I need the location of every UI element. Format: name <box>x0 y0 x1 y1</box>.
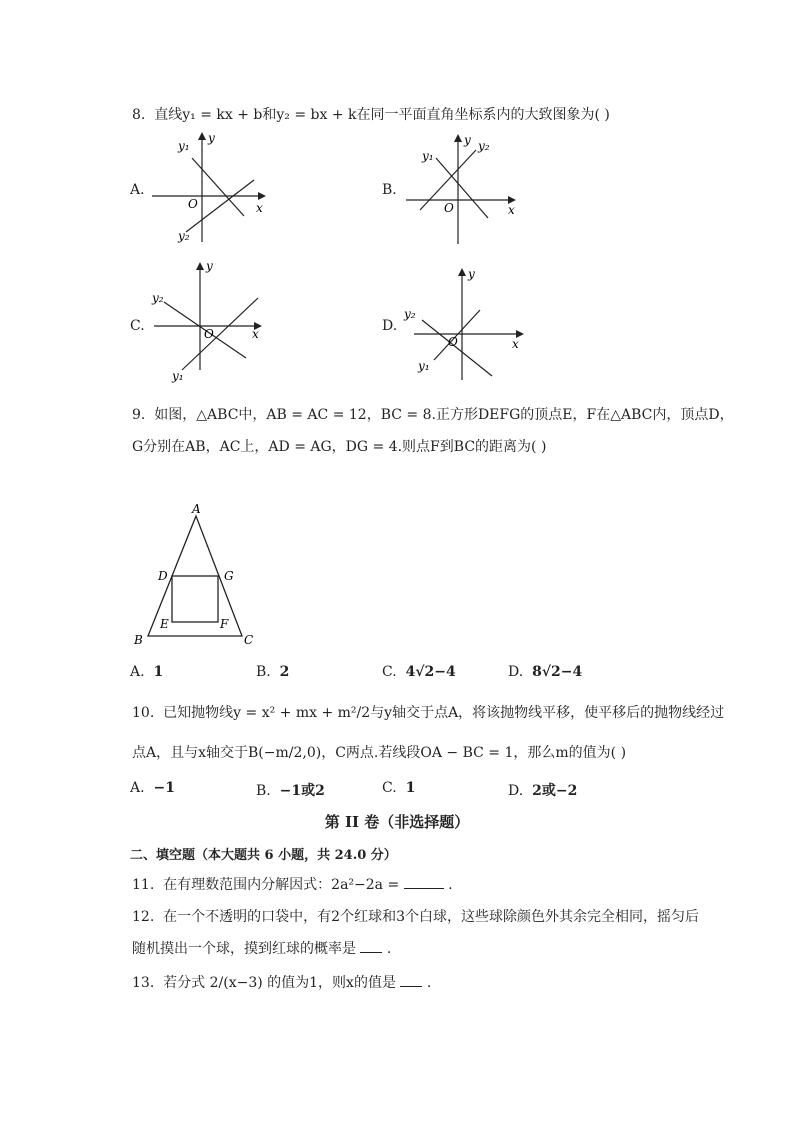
q9-stem-line1 <box>132 404 734 424</box>
q10-option-c <box>382 780 415 796</box>
q9-option-a-label: A. <box>130 664 145 680</box>
q10-option-d-value: 2或−2 <box>532 783 578 799</box>
q10-stem-line1 <box>132 702 724 722</box>
q12-end: . <box>386 941 392 957</box>
q10-option-c-label: C. <box>382 780 397 796</box>
q8-graph-a <box>148 128 278 246</box>
q9-label-c: C <box>244 633 254 647</box>
q8-a-x-label: x <box>256 201 263 215</box>
q8-c-y2-label: y₂ <box>152 291 164 305</box>
q8-graph-d <box>400 264 532 386</box>
q10-option-a-label: A. <box>130 780 145 796</box>
q8-a-y1-label: y₁ <box>178 139 190 153</box>
q8-c-y-label: y <box>206 259 213 273</box>
q10-option-b-label: B. <box>256 783 271 799</box>
q12-text-2: 随机摸出一个球，摸到红球的概率是 <box>132 941 356 957</box>
q10-text-1: 已知抛物线y = x² + mx + m²/2与y轴交于点A，将该抛物线平移，使平移后的抛物线经过 <box>163 705 725 721</box>
q10-option-a-value: −1 <box>153 780 175 796</box>
q8-graph-b <box>402 130 532 248</box>
q11-number: 11. <box>132 877 155 893</box>
q8-a-y-label: y <box>208 131 215 145</box>
q8-d-y1-label: y₁ <box>418 359 430 373</box>
q9-label-a: A <box>192 502 201 516</box>
q8-option-c-label: C. <box>130 318 145 334</box>
q8-b-y-label: y <box>464 133 471 147</box>
q8-option-d-label: D. <box>382 318 398 334</box>
q8-b-x-label: x <box>508 203 515 217</box>
q9-option-b-value: 2 <box>279 664 290 680</box>
q8-d-y-label: y <box>468 267 475 281</box>
q12-stem-line1 <box>132 906 699 926</box>
q9-option-d <box>508 664 582 680</box>
q8-graph-c <box>148 258 278 386</box>
q8-d-x-label: x <box>512 337 519 351</box>
q8-option-b-label: B. <box>382 182 397 198</box>
q10-option-d-label: D. <box>508 783 524 799</box>
q11-answer-blank[interactable] <box>404 888 444 889</box>
q9-option-d-label: D. <box>508 664 524 680</box>
q9-option-b <box>256 664 289 680</box>
q8-b-y2-label: y₂ <box>478 139 490 153</box>
q12-stem-line2 <box>132 938 391 958</box>
section2-header: 二、填空题（本大题共 6 小题，共 24.0 分） <box>130 848 397 863</box>
q8-c-line-y1 <box>182 298 258 370</box>
q10-option-b <box>256 780 325 800</box>
q13-answer-blank[interactable] <box>400 986 422 987</box>
q9-option-a <box>130 664 163 680</box>
q9-stem-line2: G分别在AB，AC上，AD = AG，DG = 4.则点F到BC的距离为( ) <box>132 439 547 455</box>
q8-number: 8. <box>132 107 146 123</box>
q8-b-origin: O <box>444 201 454 215</box>
q13-number: 13. <box>132 975 155 991</box>
q11-text: 在有理数范围内分解因式：2a²−2a = <box>163 877 400 893</box>
q8-option-a-label: A. <box>130 182 145 198</box>
q8-a-y2-label: y₂ <box>178 229 190 243</box>
q9-option-c <box>382 664 456 680</box>
q9-option-a-value: 1 <box>153 664 164 680</box>
q9-option-c-label: C. <box>382 664 397 680</box>
q9-label-e: E <box>160 617 169 631</box>
q9-option-b-label: B. <box>256 664 271 680</box>
q8-c-origin: O <box>204 327 214 341</box>
q9-label-b: B <box>134 633 143 647</box>
q12-text-1: 在一个不透明的口袋中，有2个红球和3个白球，这些球除颜色外其余完全相同，摇匀后 <box>163 909 699 925</box>
q8-c-x-label: x <box>252 327 259 341</box>
q9-label-d: D <box>158 569 168 583</box>
q9-number: 9. <box>132 407 146 423</box>
q9-label-f: F <box>220 617 229 631</box>
part2-title: 第 II 卷（非选择题） <box>324 813 470 831</box>
q13-stem <box>132 972 431 992</box>
q9-text-1: 如图，△ABC中，AB = AC = 12，BC = 8.正方形DEFG的顶点E，F在△ABC内，顶点D， <box>154 407 734 423</box>
q8-d-y2-label: y₂ <box>404 307 416 321</box>
q10-option-c-value: 1 <box>405 780 416 796</box>
q9-label-g: G <box>224 569 234 583</box>
q8-text: 直线y₁ = kx + b和y₂ = bx + k在同一平面直角坐标系内的大致图象为( ) <box>154 107 610 123</box>
q12-answer-blank[interactable] <box>360 952 382 953</box>
q9-option-d-value: 8√2−4 <box>532 664 583 680</box>
q9-option-c-value: 4√2−4 <box>405 664 456 680</box>
q12-number: 12. <box>132 909 155 925</box>
q9-square-defg <box>172 576 218 622</box>
q10-option-a <box>130 780 175 796</box>
q8-b-y1-label: y₁ <box>422 149 434 163</box>
q10-option-d <box>508 780 577 800</box>
q11-end: . <box>448 877 453 893</box>
q9-triangle-figure <box>126 500 266 650</box>
q11-stem <box>132 874 453 894</box>
q8-c-y1-label: y₁ <box>172 369 184 383</box>
q13-text: 若分式 2/(x−3) 的值为1，则x的值是 <box>163 975 396 991</box>
q8-d-origin: O <box>448 335 458 349</box>
q13-end: . <box>426 975 432 991</box>
q8-a-origin: O <box>188 197 198 211</box>
q10-option-b-value: −1或2 <box>279 783 325 799</box>
q10-stem-line2: 点A，且与x轴交于B(−m/2,0)，C两点.若线段OA − BC = 1，那么m的值为( ) <box>132 745 627 761</box>
q10-number: 10. <box>132 705 155 721</box>
q8-stem <box>132 104 610 124</box>
